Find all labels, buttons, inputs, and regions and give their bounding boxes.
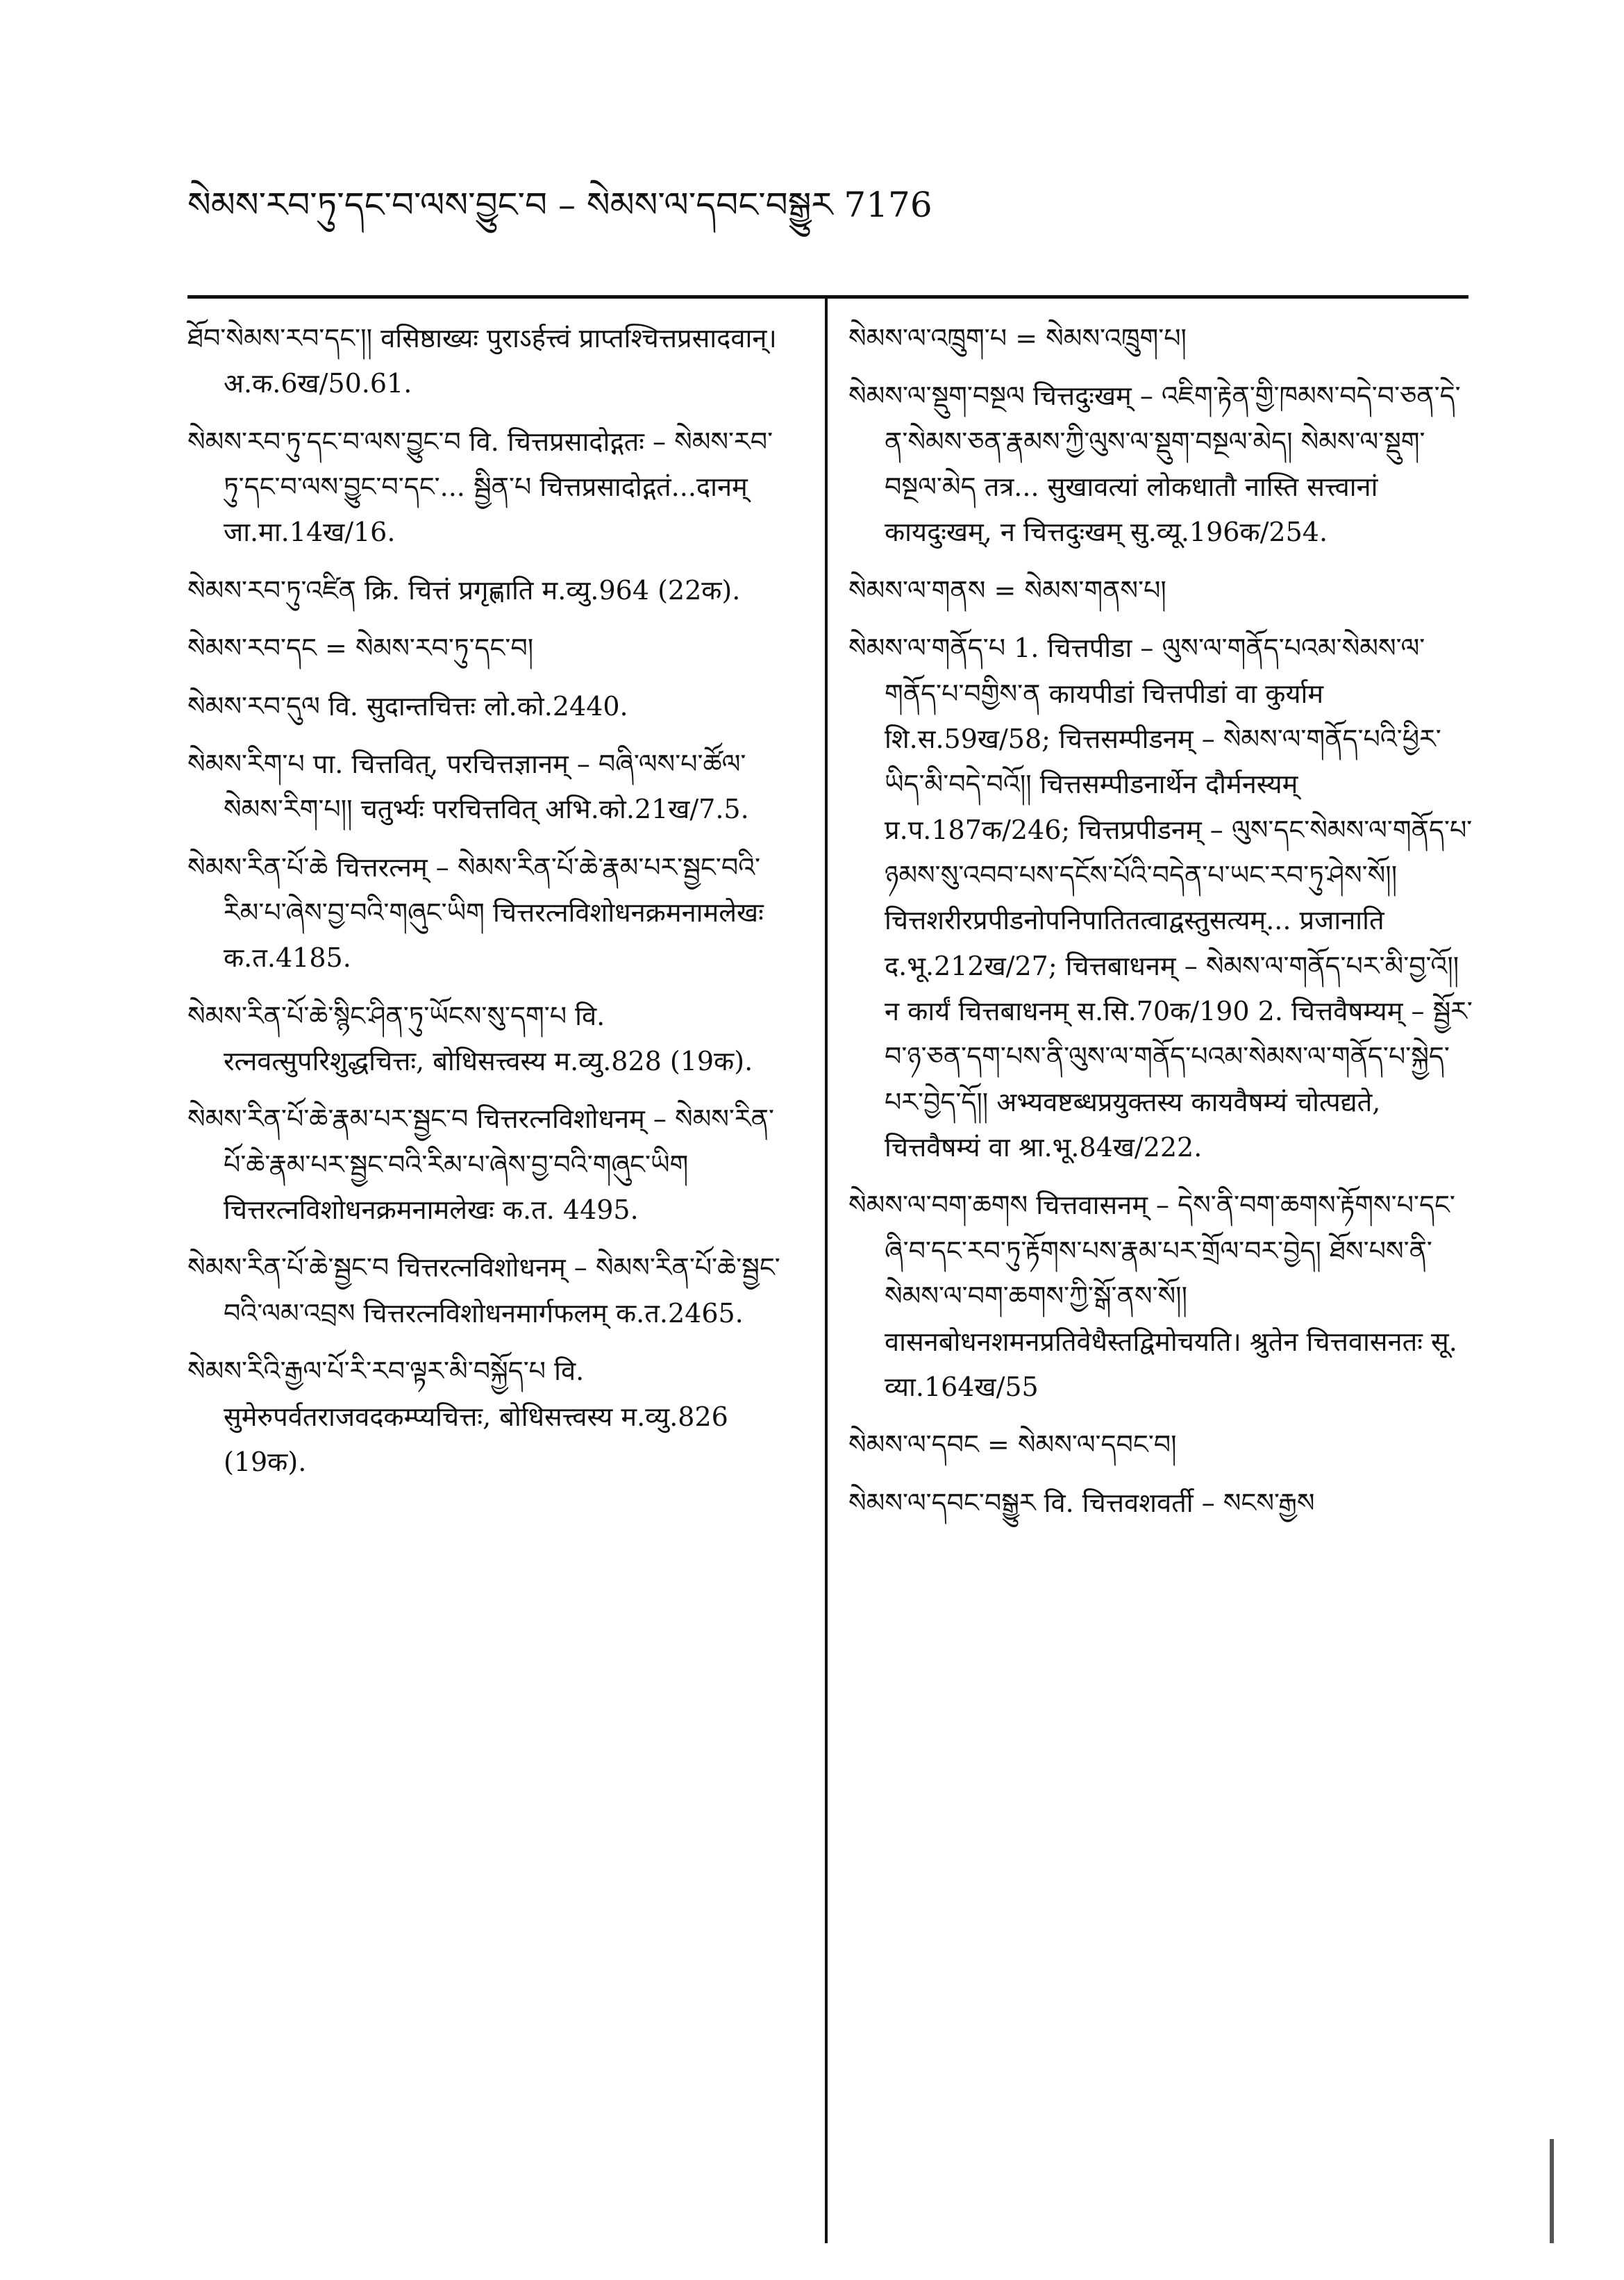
dictionary-entry: སེམས་ལ་འཁྲུག་པ = སེམས་འཁྲུག་པ། [848,323,1187,353]
scan-edge-mark [1550,2139,1554,2243]
dictionary-entry: སེམས་རིན་པོ་ཆེ चित्तरत्नम् – སེམས་རིན་པོ་ཆེ་རྣམ་པར་སྦྱང་བའི་རིམ་པ་ཞེས་བྱ་བའི་གཞུང་ཡིག चित्तरत्नविशोधनक्रमनामलेखः क.त.4185. [187,851,764,974]
dictionary-entry: སེམས་ལ་སྡུག་བསྔལ चित्तदुःखम् – འཇིག་རྟེན་གྱི་ཁམས་བདེ་བ་ཅན་དེ་ན་སེམས་ཅན་རྣམས་ཀྱི་ལུས་ལ་སྡུག་བསྔལ་མེད། སེམས་ལ་སྡུག་བསྔལ་མེད तत्र... सुखावत्यां लोकधातौ नास्ति सत्त्वानां कायदुःखम्, न चित्तदुःखम् सु.व्यू.196क/254. [848,381,1461,548]
dictionary-entry: སེམས་རིན་པོ་ཆེ་སྙིང་ཤིན་ཏུ་ཡོངས་སུ་དག་པ वि. रत्नवत्सुपरिशुद्धचित्तः, बोधिसत्त्वस्य म.व्यु.828 (19क). [187,1000,753,1077]
dictionary-entry: སེམས་ལ་བག་ཆགས चित्तवासनम् – དེས་ནི་བག་ཆགས་རྟོགས་པ་དང་ཞི་བ་དང་རབ་ཏུ་རྟོགས་པས་རྣམ་པར་གྲོལ་བར་བྱེད། ཐོས་པས་ནི་སེམས་ལ་བག་ཆགས་ཀྱི་སྒོ་ནས་སོ།། वासनबोधनशमनप्रतिवेधैस्तद्विमोचयति। श्रुतेन चित्तवासनतः सू. व्या.164ख/55 [848,1190,1457,1402]
dictionary-entry: སེམས་ལ་གནོད་པ 1. चित्तपीडा – ལུས་ལ་གནོད་པའམ་སེམས་ལ་གནོད་པ་བགྱིས་ན कायपीडां चित्तपीडां वा कुर्याम शि.स.59ख/58; चित्तसम्पीडनम् – སེམས་ལ་གནོད་པའི་ཕྱིར་ཡིད་མི་བདེ་བའོ།། चित्तसम्पीडनार्थेन दौर्मनस्यम् प्र.प.187क/246; चित्तप्रपीडनम् – ལུས་དང་སེམས་ལ་གནོད་པ་ཉམས་སུ་འབབ་པས་དངོས་པོའི་བདེན་པ་ཡང་རབ་ཏུ་ཤེས་སོ།། चित्तशरीरप्रपीडनोपनिपातितत्वाद्वस्तुसत्यम्... प्रजानाति द.भू.212ख/27; चित्तबाधनम् – སེམས་ལ་གནོད་པར་མི་བྱ་འོ།། न कार्यं चित्तबाधनम् स.सि.70क/190 2. चित्तवैषम्यम् – སྦྱོར་བ་ཉ་ཅན་དག་པས་ནི་ལུས་ལ་གནོད་པའམ་སེམས་ལ་གནོད་པ་སྐྱེད་པར་བྱེད་དོ།། अभ्यवष्टब्धप्रयुक्तस्य कायवैषम्यं चोत्पद्यते, चित्तवैषम्यं वा श्रा.भू.84ख/222. [848,633,1473,1163]
left-column [187,316,792,1497]
column-divider [825,299,828,2243]
header-rule [187,295,1468,299]
page-header: སེམས་རབ་ཏུ་དང་བ་ལས་བྱུང་བ – སེམས་ལ་དབང་བསྒྱུར 7176 [187,185,932,225]
dictionary-entry: སེམས་རིག་པ पा. चित्तवित्, परचित्तज्ञानम् – བཞི་ལས་པ་ཚོལ་སེམས་རིག་པ།། चतुर्भ्यः परचित्तवित् अभि.को.21ख/7.5. [187,748,749,825]
right-column [848,316,1473,1538]
dictionary-entry: སེམས་རབ་ཏུ་དང་བ་ལས་བྱུང་བ वि. चित्तप्रसादोद्गतः – སེམས་རབ་ཏུ་དང་བ་ལས་བྱུང་བ་དང་... སྦྱིན་པ चित्तप्रसादोद्गतं...दानम् जा.मा.14ख/16. [187,426,773,548]
dictionary-entry: སེམས་རིའི་རྒྱལ་པོ་རི་རབ་ལྟར་མི་བསྐྱོད་པ वि. सुमेरुपर्वतराजवदकम्प्यचित्तः, बोधिसत्त्वस्य म.व्यु.826 (19क). [187,1356,728,1477]
dictionary-entry: སེམས་རབ་དུལ वि. सुदान्तचित्तः लो.को.2440. [187,690,628,722]
dictionary-entry: སེམས་ལ་དབང་བསྒྱུར वि. चित्तवशवर्ती – སངས་རྒྱས [848,1487,1315,1518]
dictionary-entry: ཐོབ་སེམས་རབ་དང་།། वसिष्ठाख्यः पुराऽर्हत्त्वं प्राप्तश्चित्तप्रसादवान्। अ.क.6ख/50.61. [187,323,777,399]
dictionary-entry: སེམས་རིན་པོ་ཆེ་རྣམ་པར་སྦྱང་བ चित्तरत्नविशोधनम् – སེམས་རིན་པོ་ཆེ་རྣམ་པར་སྦྱང་བའི་རིམ་པ་ཞེས་བྱ་བའི་གཞུང་ཡིག चित्तरत्नविशोधनक्रमनामलेखः क.त. 4495. [187,1104,774,1226]
dictionary-entry: སེམས་ལ་གནས = སེམས་གནས་པ། [848,574,1166,606]
dictionary-entry: སེམས་ལ་དབང = སེམས་ལ་དབང་བ། [848,1429,1177,1461]
dictionary-entry: སེམས་རིན་པོ་ཆེ་སྦྱང་བ चित्तरत्नविशोधनम् – སེམས་རིན་པོ་ཆེ་སྦྱང་བའི་ལམ་འབྲས चित्तरत्नविशोधनमार्गफलम् क.त.2465. [187,1252,780,1329]
dictionary-entry: སེམས་རབ་ཏུ་འཛིན क्रि. चित्तं प्रगृह्णाति म.व्यु.964 (22क). [187,574,741,606]
dictionary-entry: སེམས་རབ་དང = སེམས་རབ་ཏུ་དང་བ། [187,633,534,664]
